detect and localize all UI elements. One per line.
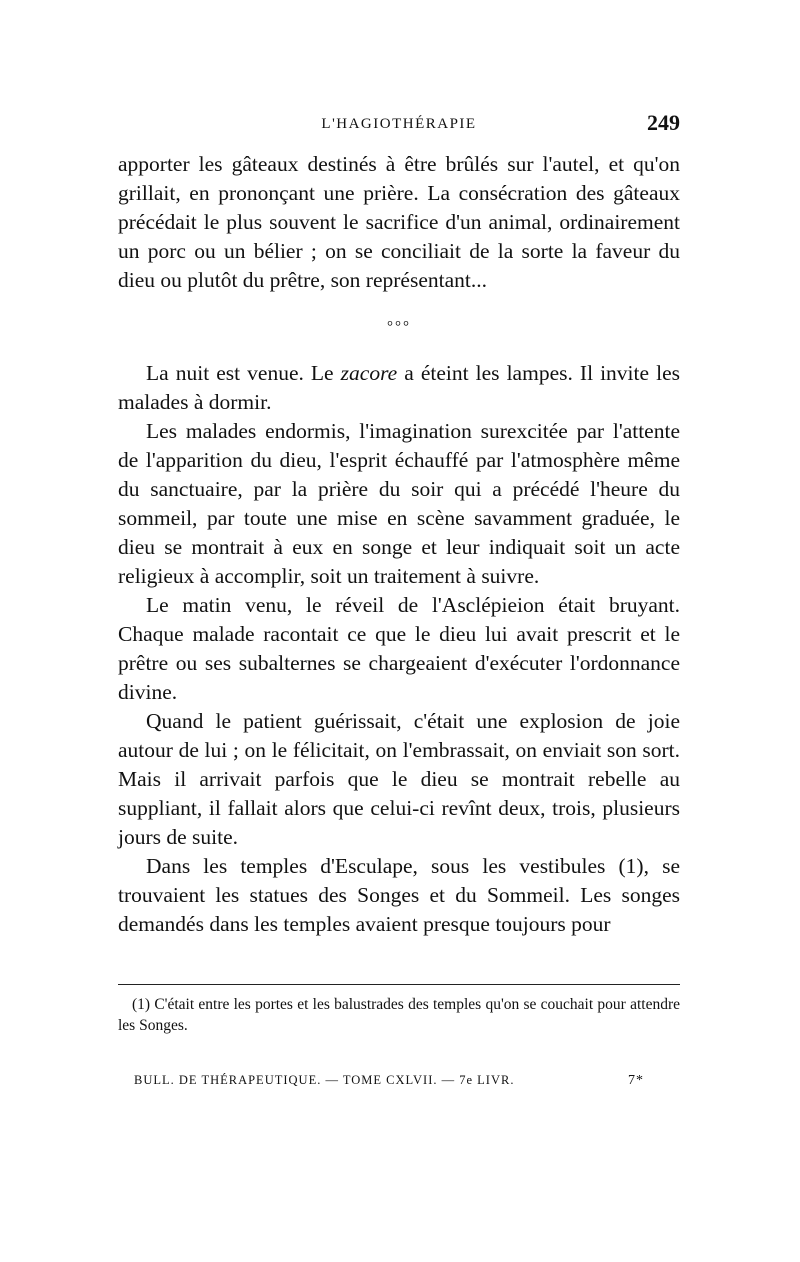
running-title: L'HAGIOTHÉRAPIE	[321, 116, 477, 132]
paragraph-6: Dans les temples d'Esculape, sous les vestibules (1), se trouvaient les statues des Songes et du Sommeil. Les songes demandés dans les temples avaient presque toujours pour	[118, 854, 680, 936]
paragraph-3: Les malades endormis, l'imagination surexcitée par l'attente de l'apparition du dieu, l'esprit échauffé par l'atmosphère même du sanctuaire, par la prière du soir qui a précédé l'heure du sommeil, par toute une mise en scène savamment graduée, le dieu se montrait à eux en songe et leur indiquait soit un acte religieux à accomplir, soit un traitement à suivre.	[118, 419, 680, 588]
paragraph-2-end: a éteint les lampes. Il invite les malades à dormir.	[118, 361, 680, 414]
footnote-divider	[118, 984, 680, 985]
paragraph-4: Le matin venu, le réveil de l'Asclépieion était bruyant. Chaque malade racontait ce que le dieu lui avait prescrit et le prêtre ou ses subalternes se chargeaient d'exécuter l'ordonnance divine.	[118, 593, 680, 704]
running-header	[118, 108, 680, 144]
page-number: 249	[647, 110, 680, 135]
paragraph-2	[118, 359, 680, 417]
paragraph-5: Quand le patient guérissait, c'était une explosion de joie autour de lui ; on le félicitait, on l'embrassait, on enviait son sort. Mais il arrivait parfois que le dieu se montrait rebelle au suppliant, il fallait alors que celui-ci revînt deux, trois, plusieurs jours de suite.	[118, 709, 680, 849]
paragraph-1: apporter les gâteaux destinés à être brûlés sur l'autel, et qu'on grillait, en prononçant une prière. La consécration des gâteaux précédait le plus souvent le sacrifice d'un animal, ordinairement un porc ou un bélier ; on se conciliait de la sorte la faveur du dieu ou plutôt du prêtre, son représentant...	[118, 152, 680, 292]
signature-mark: 7*	[628, 1073, 644, 1088]
imprint-line: BULL. DE THÉRAPEUTIQUE. — TOME CXLVII. — 7e LIVR.	[134, 1073, 515, 1087]
italic-term: zacore	[340, 361, 398, 385]
section-ornament: °°°	[387, 319, 411, 335]
paragraph-2-start: La nuit est venue. Le	[146, 361, 341, 385]
page-footer	[134, 1073, 644, 1089]
body-text	[118, 150, 680, 939]
footnote: (1) C'était entre les portes et les balustrades des temples qu'on se couchait pour attendre les Songes.	[118, 996, 680, 1034]
